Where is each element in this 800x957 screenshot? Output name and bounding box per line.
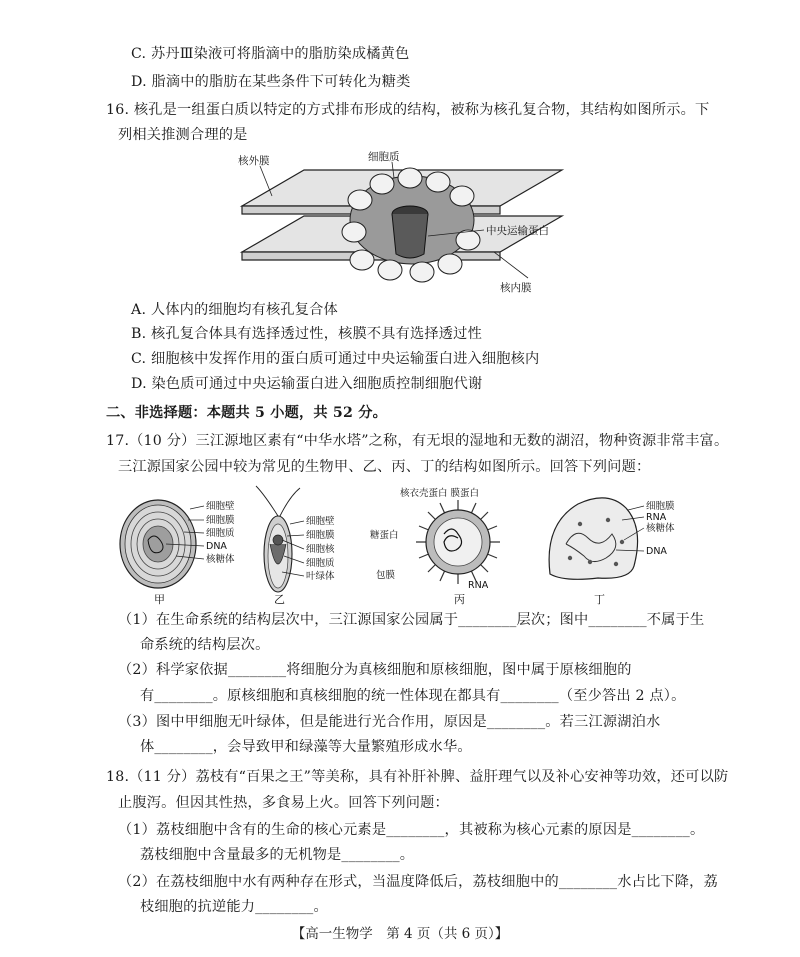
page-footer: 【高一生物学 第 4 页（共 6 页）】 [291, 926, 509, 942]
ding-label-rna: RNA [646, 512, 667, 523]
q18-part2-line1: （2）在荔枝细胞中水有两种存在形式，当温度降低后，荔枝细胞中的________水占比下降，荔 [118, 874, 718, 890]
q18-stem-line2: 止腹泻。但因其性热，多食易上火。回答下列问题： [118, 795, 449, 811]
caption-ding: 丁 [594, 593, 605, 606]
organism-ding [549, 498, 675, 579]
q17-organism-figure [118, 484, 688, 606]
q16-stem-line1: 16. 核孔是一组蛋白质以特定的方式排布形成的结构，被称为核孔复合物，其结构如图所示。下 [106, 102, 710, 118]
q16-option-d: D. 染色质可通过中央运输蛋白进入细胞质控制细胞代谢 [131, 376, 483, 392]
yi-label-cell-membrane: 细胞膜 [306, 530, 335, 541]
yi-label-cell-wall: 细胞壁 [306, 516, 335, 527]
q17-part2-line2: 有________。原核细胞和真核细胞的统一性体现在都具有________（至少答出 2 点）。 [140, 688, 686, 704]
section-2-heading: 二、非选择题：本题共 5 小题，共 52 分。 [106, 405, 387, 421]
yi-label-nucleus: 细胞核 [306, 544, 335, 555]
caption-bing: 丙 [454, 593, 465, 606]
caption-jia: 甲 [154, 593, 165, 606]
q18-stem-line1: 18.（11 分）荔枝有“百果之王”等美称，具有补肝补脾、益肝理气以及补心安神等功效，还可以防 [106, 769, 729, 785]
q16-option-b: B. 核孔复合体具有选择透过性，核膜不具有选择透过性 [131, 326, 482, 342]
central-transport-protein-label: 中央运输蛋白 [486, 225, 549, 237]
caption-yi: 乙 [274, 593, 285, 606]
q17-part3-line2: 体________，会导致甲和绿藻等大量繁殖形成水华。 [140, 739, 472, 755]
q17-part1-line1: （1）在生命系统的结构层次中，三江源国家公园属于________层次；图中________不属于生 [118, 612, 705, 628]
ding-label-ribosome: 核糖体 [646, 523, 675, 534]
jia-label-cell-membrane: 细胞膜 [206, 515, 235, 526]
jia-label-ribosome: 核糖体 [206, 554, 235, 565]
nuclear-pore-figure [232, 148, 572, 296]
q16-option-a: A. 人体内的细胞均有核孔复合体 [131, 302, 338, 318]
yi-label-chloroplast: 叶绿体 [306, 571, 335, 582]
ding-label-dna: DNA [646, 546, 667, 557]
jia-label-cell-wall: 细胞壁 [206, 501, 235, 512]
q15-option-c: C. 苏丹Ⅲ染液可将脂滴中的脂肪染成橘黄色 [131, 46, 410, 62]
outer-membrane-label: 核外膜 [238, 155, 270, 167]
q15-option-d: D. 脂滴中的脂肪在某些条件下可转化为糖类 [131, 74, 411, 90]
q17-stem-line1: 17.（10 分）三江源地区素有“中华水塔”之称，有无垠的湿地和无数的湖沼，物种资源非常丰富。 [106, 433, 729, 449]
q18-part1-line1: （1）荔枝细胞中含有的生命的核心元素是________，其被称为核心元素的原因是________。 [118, 822, 705, 838]
q17-stem-line2: 三江源国家公园中较为常见的生物甲、乙、丙、丁的结构如图所示。回答下列问题： [118, 459, 651, 475]
bing-label-envelope: 包膜 [376, 570, 396, 581]
organism-jia [120, 500, 235, 588]
jia-label-dna: DNA [206, 541, 227, 552]
q18-part1-line2: 荔枝细胞中含量最多的无机物是________。 [140, 847, 415, 863]
q17-part2-line1: （2）科学家依据________将细胞分为真核细胞和原核细胞，图中属于原核细胞的 [118, 662, 632, 678]
q16-option-c: C. 细胞核中发挥作用的蛋白质可通过中央运输蛋白进入细胞核内 [131, 351, 540, 367]
organism-yi [256, 486, 335, 592]
ding-label-cell-membrane: 细胞膜 [646, 501, 675, 512]
q16-stem-line2: 列相关推测合理的是 [118, 127, 248, 143]
q17-part1-line2: 命系统的结构层次。 [140, 637, 270, 653]
q18-part2-line2: 枝细胞的抗逆能力________。 [140, 899, 328, 915]
bing-label-capsid-membrane-protein: 核衣壳蛋白 膜蛋白 [400, 488, 480, 499]
cytoplasm-label: 细胞质 [368, 151, 400, 163]
bing-label-glycoprotein: 糖蛋白 [370, 530, 399, 541]
q17-part3-line1: （3）图中甲细胞无叶绿体，但是能进行光合作用，原因是________。若三江源湖泊水 [118, 714, 661, 730]
inner-membrane-label: 核内膜 [500, 282, 532, 294]
jia-label-cytoplasm: 细胞质 [206, 528, 235, 539]
bing-label-rna: RNA [468, 580, 489, 591]
yi-label-cytoplasm: 细胞质 [306, 558, 335, 569]
organism-bing [370, 487, 500, 591]
